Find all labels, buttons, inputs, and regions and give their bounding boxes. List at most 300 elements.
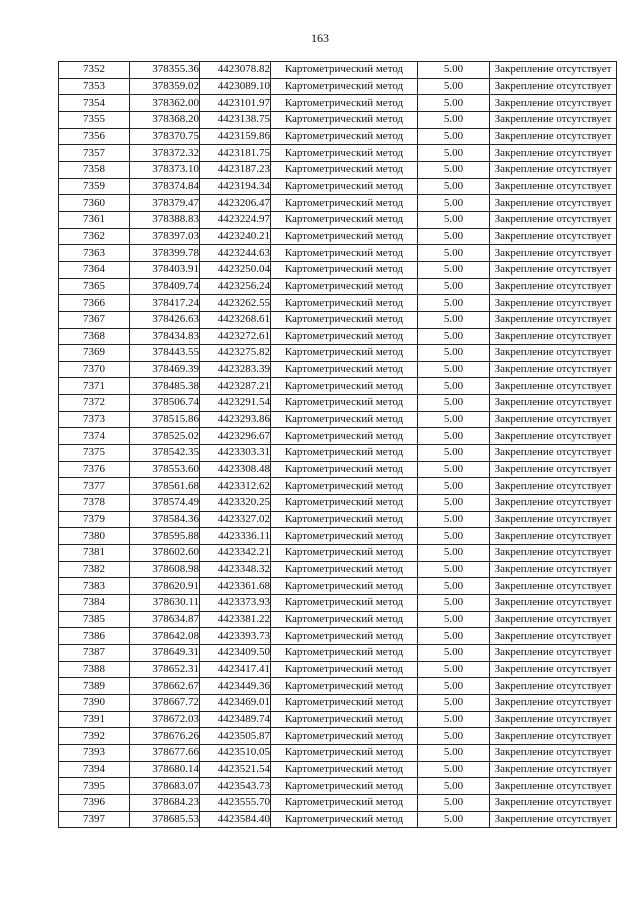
fixing-description-cell: Закрепление отсутствует [490,161,617,178]
x-coordinate-cell: 378434.83 [130,328,200,345]
x-coordinate-cell: 378372.32 [130,145,200,162]
table-row [59,778,617,795]
method-cell: Картометрический метод [271,644,418,661]
point-number-cell: 7365 [59,278,130,295]
method-cell: Картометрический метод [271,694,418,711]
x-coordinate-cell: 378553.60 [130,461,200,478]
point-number-cell: 7390 [59,694,130,711]
table-row [59,228,617,245]
method-cell: Картометрический метод [271,661,418,678]
x-coordinate-cell: 378370.75 [130,128,200,145]
method-cell: Картометрический метод [271,261,418,278]
point-number-cell: 7383 [59,578,130,595]
fixing-description-cell: Закрепление отсутствует [490,461,617,478]
table-row [59,211,617,228]
table-row [59,195,617,212]
method-cell: Картометрический метод [271,361,418,378]
method-cell: Картометрический метод [271,328,418,345]
point-number-cell: 7373 [59,411,130,428]
y-coordinate-cell: 4423291.54 [200,395,271,412]
point-number-cell: 7389 [59,678,130,695]
method-cell: Картометрический метод [271,395,418,412]
table-row [59,528,617,545]
y-coordinate-cell: 4423510.05 [200,744,271,761]
table-row [59,328,617,345]
x-coordinate-cell: 378684.23 [130,794,200,811]
table-row [59,811,617,828]
accuracy-cell: 5.00 [418,611,490,628]
x-coordinate-cell: 378359.02 [130,78,200,95]
table-row [59,278,617,295]
table-row [59,545,617,562]
y-coordinate-cell: 4423361.68 [200,578,271,595]
x-coordinate-cell: 378608.98 [130,561,200,578]
y-coordinate-cell: 4423373.93 [200,595,271,612]
accuracy-cell: 5.00 [418,111,490,128]
accuracy-cell: 5.00 [418,628,490,645]
fixing-description-cell: Закрепление отсутствует [490,361,617,378]
point-number-cell: 7385 [59,611,130,628]
table-row [59,644,617,661]
fixing-description-cell: Закрепление отсутствует [490,328,617,345]
fixing-description-cell: Закрепление отсутствует [490,178,617,195]
y-coordinate-cell: 4423268.61 [200,311,271,328]
x-coordinate-cell: 378379.47 [130,195,200,212]
y-coordinate-cell: 4423138.75 [200,111,271,128]
fixing-description-cell: Закрепление отсутствует [490,378,617,395]
point-number-cell: 7397 [59,811,130,828]
accuracy-cell: 5.00 [418,678,490,695]
point-number-cell: 7387 [59,644,130,661]
method-cell: Картометрический метод [271,378,418,395]
y-coordinate-cell: 4423256.24 [200,278,271,295]
fixing-description-cell: Закрепление отсутствует [490,62,617,79]
fixing-description-cell: Закрепление отсутствует [490,678,617,695]
x-coordinate-cell: 378602.60 [130,545,200,562]
accuracy-cell: 5.00 [418,545,490,562]
method-cell: Картометрический метод [271,428,418,445]
method-cell: Картометрический метод [271,495,418,512]
x-coordinate-cell: 378652.31 [130,661,200,678]
fixing-description-cell: Закрепление отсутствует [490,711,617,728]
point-number-cell: 7368 [59,328,130,345]
point-number-cell: 7359 [59,178,130,195]
fixing-description-cell: Закрепление отсутствует [490,511,617,528]
table-row [59,311,617,328]
x-coordinate-cell: 378443.55 [130,345,200,362]
y-coordinate-cell: 4423320.25 [200,495,271,512]
fixing-description-cell: Закрепление отсутствует [490,545,617,562]
x-coordinate-cell: 378584.36 [130,511,200,528]
point-number-cell: 7352 [59,62,130,79]
method-cell: Картометрический метод [271,511,418,528]
method-cell: Картометрический метод [271,161,418,178]
accuracy-cell: 5.00 [418,161,490,178]
x-coordinate-cell: 378542.35 [130,445,200,462]
table-row [59,694,617,711]
point-number-cell: 7353 [59,78,130,95]
y-coordinate-cell: 4423181.75 [200,145,271,162]
fixing-description-cell: Закрепление отсутствует [490,628,617,645]
y-coordinate-cell: 4423543.73 [200,778,271,795]
method-cell: Картометрический метод [271,561,418,578]
y-coordinate-cell: 4423275.82 [200,345,271,362]
table-row [59,78,617,95]
table-row [59,261,617,278]
method-cell: Картометрический метод [271,678,418,695]
point-number-cell: 7379 [59,511,130,528]
table-row [59,678,617,695]
fixing-description-cell: Закрепление отсутствует [490,595,617,612]
y-coordinate-cell: 4423449.36 [200,678,271,695]
table-row [59,428,617,445]
accuracy-cell: 5.00 [418,644,490,661]
fixing-description-cell: Закрепление отсутствует [490,211,617,228]
method-cell: Картометрический метод [271,128,418,145]
y-coordinate-cell: 4423250.04 [200,261,271,278]
point-number-cell: 7378 [59,495,130,512]
method-cell: Картометрический метод [271,794,418,811]
point-number-cell: 7357 [59,145,130,162]
y-coordinate-cell: 4423283.39 [200,361,271,378]
point-number-cell: 7388 [59,661,130,678]
x-coordinate-cell: 378667.72 [130,694,200,711]
x-coordinate-cell: 378388.83 [130,211,200,228]
accuracy-cell: 5.00 [418,811,490,828]
method-cell: Картометрический метод [271,528,418,545]
fixing-description-cell: Закрепление отсутствует [490,311,617,328]
x-coordinate-cell: 378634.87 [130,611,200,628]
point-number-cell: 7374 [59,428,130,445]
x-coordinate-cell: 378677.66 [130,744,200,761]
method-cell: Картометрический метод [271,445,418,462]
method-cell: Картометрический метод [271,744,418,761]
accuracy-cell: 5.00 [418,595,490,612]
fixing-description-cell: Закрепление отсутствует [490,245,617,262]
accuracy-cell: 5.00 [418,794,490,811]
point-number-cell: 7354 [59,95,130,112]
table-row [59,561,617,578]
table-row [59,395,617,412]
point-number-cell: 7396 [59,794,130,811]
table-row [59,145,617,162]
accuracy-cell: 5.00 [418,428,490,445]
method-cell: Картометрический метод [271,578,418,595]
y-coordinate-cell: 4423224.97 [200,211,271,228]
point-number-cell: 7371 [59,378,130,395]
table-row [59,128,617,145]
x-coordinate-cell: 378595.88 [130,528,200,545]
point-number-cell: 7391 [59,711,130,728]
table-row [59,611,617,628]
y-coordinate-cell: 4423159.86 [200,128,271,145]
point-number-cell: 7366 [59,295,130,312]
accuracy-cell: 5.00 [418,328,490,345]
table-row [59,111,617,128]
method-cell: Картометрический метод [271,295,418,312]
y-coordinate-cell: 4423194.34 [200,178,271,195]
fixing-description-cell: Закрепление отсутствует [490,395,617,412]
method-cell: Картометрический метод [271,95,418,112]
point-number-cell: 7393 [59,744,130,761]
fixing-description-cell: Закрепление отсутствует [490,95,617,112]
method-cell: Картометрический метод [271,811,418,828]
y-coordinate-cell: 4423342.21 [200,545,271,562]
point-number-cell: 7362 [59,228,130,245]
x-coordinate-cell: 378574.49 [130,495,200,512]
table-row [59,628,617,645]
table-row [59,495,617,512]
fixing-description-cell: Закрепление отсутствует [490,561,617,578]
accuracy-cell: 5.00 [418,361,490,378]
point-number-cell: 7367 [59,311,130,328]
accuracy-cell: 5.00 [418,211,490,228]
accuracy-cell: 5.00 [418,245,490,262]
x-coordinate-cell: 378672.03 [130,711,200,728]
table-body [59,62,617,828]
point-number-cell: 7377 [59,478,130,495]
x-coordinate-cell: 378506.74 [130,395,200,412]
point-number-cell: 7394 [59,761,130,778]
table-row [59,511,617,528]
fixing-description-cell: Закрепление отсутствует [490,445,617,462]
fixing-description-cell: Закрепление отсутствует [490,195,617,212]
x-coordinate-cell: 378630.11 [130,595,200,612]
table-row [59,578,617,595]
accuracy-cell: 5.00 [418,128,490,145]
fixing-description-cell: Закрепление отсутствует [490,111,617,128]
accuracy-cell: 5.00 [418,261,490,278]
point-number-cell: 7360 [59,195,130,212]
accuracy-cell: 5.00 [418,528,490,545]
fixing-description-cell: Закрепление отсутствует [490,78,617,95]
x-coordinate-cell: 378649.31 [130,644,200,661]
fixing-description-cell: Закрепление отсутствует [490,794,617,811]
accuracy-cell: 5.00 [418,445,490,462]
fixing-description-cell: Закрепление отсутствует [490,495,617,512]
accuracy-cell: 5.00 [418,761,490,778]
x-coordinate-cell: 378469.39 [130,361,200,378]
y-coordinate-cell: 4423381.22 [200,611,271,628]
fixing-description-cell: Закрепление отсутствует [490,428,617,445]
method-cell: Картометрический метод [271,195,418,212]
y-coordinate-cell: 4423308.48 [200,461,271,478]
x-coordinate-cell: 378676.26 [130,728,200,745]
y-coordinate-cell: 4423240.21 [200,228,271,245]
fixing-description-cell: Закрепление отсутствует [490,761,617,778]
method-cell: Картометрический метод [271,461,418,478]
accuracy-cell: 5.00 [418,62,490,79]
table-row [59,411,617,428]
y-coordinate-cell: 4423336.11 [200,528,271,545]
point-number-cell: 7381 [59,545,130,562]
fixing-description-cell: Закрепление отсутствует [490,644,617,661]
x-coordinate-cell: 378642.08 [130,628,200,645]
x-coordinate-cell: 378409.74 [130,278,200,295]
point-number-cell: 7369 [59,345,130,362]
point-number-cell: 7382 [59,561,130,578]
method-cell: Картометрический метод [271,478,418,495]
accuracy-cell: 5.00 [418,395,490,412]
fixing-description-cell: Закрепление отсутствует [490,778,617,795]
x-coordinate-cell: 378403.91 [130,261,200,278]
table-row [59,95,617,112]
fixing-description-cell: Закрепление отсутствует [490,611,617,628]
method-cell: Картометрический метод [271,628,418,645]
accuracy-cell: 5.00 [418,178,490,195]
method-cell: Картометрический метод [271,278,418,295]
fixing-description-cell: Закрепление отсутствует [490,345,617,362]
method-cell: Картометрический метод [271,111,418,128]
y-coordinate-cell: 4423296.67 [200,428,271,445]
accuracy-cell: 5.00 [418,578,490,595]
method-cell: Картометрический метод [271,711,418,728]
method-cell: Картометрический метод [271,78,418,95]
x-coordinate-cell: 378485.38 [130,378,200,395]
y-coordinate-cell: 4423206.47 [200,195,271,212]
method-cell: Картометрический метод [271,545,418,562]
fixing-description-cell: Закрепление отсутствует [490,145,617,162]
point-number-cell: 7386 [59,628,130,645]
y-coordinate-cell: 4423293.86 [200,411,271,428]
x-coordinate-cell: 378399.78 [130,245,200,262]
point-number-cell: 7358 [59,161,130,178]
y-coordinate-cell: 4423417.41 [200,661,271,678]
fixing-description-cell: Закрепление отсутствует [490,478,617,495]
point-number-cell: 7395 [59,778,130,795]
fixing-description-cell: Закрепление отсутствует [490,661,617,678]
y-coordinate-cell: 4423393.73 [200,628,271,645]
x-coordinate-cell: 378525.02 [130,428,200,445]
accuracy-cell: 5.00 [418,561,490,578]
method-cell: Картометрический метод [271,178,418,195]
point-number-cell: 7380 [59,528,130,545]
y-coordinate-cell: 4423089.10 [200,78,271,95]
accuracy-cell: 5.00 [418,478,490,495]
table-row [59,245,617,262]
x-coordinate-cell: 378515.86 [130,411,200,428]
point-number-cell: 7356 [59,128,130,145]
x-coordinate-cell: 378680.14 [130,761,200,778]
x-coordinate-cell: 378417.24 [130,295,200,312]
accuracy-cell: 5.00 [418,744,490,761]
method-cell: Картометрический метод [271,62,418,79]
x-coordinate-cell: 378620.91 [130,578,200,595]
method-cell: Картометрический метод [271,761,418,778]
table-row [59,661,617,678]
accuracy-cell: 5.00 [418,711,490,728]
fixing-description-cell: Закрепление отсутствует [490,261,617,278]
point-number-cell: 7376 [59,461,130,478]
table-row [59,62,617,79]
y-coordinate-cell: 4423272.61 [200,328,271,345]
accuracy-cell: 5.00 [418,495,490,512]
fixing-description-cell: Закрепление отсутствует [490,128,617,145]
x-coordinate-cell: 378362.00 [130,95,200,112]
table-row [59,161,617,178]
table-row [59,794,617,811]
accuracy-cell: 5.00 [418,728,490,745]
x-coordinate-cell: 378397.03 [130,228,200,245]
table-row [59,478,617,495]
accuracy-cell: 5.00 [418,345,490,362]
accuracy-cell: 5.00 [418,278,490,295]
y-coordinate-cell: 4423505.87 [200,728,271,745]
page-number: 163 [311,31,329,45]
accuracy-cell: 5.00 [418,311,490,328]
point-number-cell: 7361 [59,211,130,228]
method-cell: Картометрический метод [271,595,418,612]
table-row [59,378,617,395]
accuracy-cell: 5.00 [418,145,490,162]
fixing-description-cell: Закрепление отсутствует [490,278,617,295]
point-number-cell: 7355 [59,111,130,128]
accuracy-cell: 5.00 [418,228,490,245]
method-cell: Картометрический метод [271,345,418,362]
x-coordinate-cell: 378368.20 [130,111,200,128]
fixing-description-cell: Закрепление отсутствует [490,728,617,745]
fixing-description-cell: Закрепление отсутствует [490,411,617,428]
table-row [59,595,617,612]
method-cell: Картометрический метод [271,728,418,745]
point-number-cell: 7384 [59,595,130,612]
method-cell: Картометрический метод [271,228,418,245]
y-coordinate-cell: 4423521.54 [200,761,271,778]
fixing-description-cell: Закрепление отсутствует [490,811,617,828]
method-cell: Картометрический метод [271,311,418,328]
point-number-cell: 7370 [59,361,130,378]
y-coordinate-cell: 4423348.32 [200,561,271,578]
table-row [59,445,617,462]
y-coordinate-cell: 4423409.50 [200,644,271,661]
y-coordinate-cell: 4423327.02 [200,511,271,528]
method-cell: Картометрический метод [271,211,418,228]
accuracy-cell: 5.00 [418,78,490,95]
table-row [59,761,617,778]
accuracy-cell: 5.00 [418,295,490,312]
fixing-description-cell: Закрепление отсутствует [490,744,617,761]
table-row [59,711,617,728]
accuracy-cell: 5.00 [418,461,490,478]
y-coordinate-cell: 4423101.97 [200,95,271,112]
fixing-description-cell: Закрепление отсутствует [490,694,617,711]
method-cell: Картометрический метод [271,411,418,428]
accuracy-cell: 5.00 [418,95,490,112]
y-coordinate-cell: 4423489.74 [200,711,271,728]
x-coordinate-cell: 378426.63 [130,311,200,328]
y-coordinate-cell: 4423244.63 [200,245,271,262]
accuracy-cell: 5.00 [418,661,490,678]
point-number-cell: 7364 [59,261,130,278]
fixing-description-cell: Закрепление отсутствует [490,228,617,245]
point-number-cell: 7372 [59,395,130,412]
x-coordinate-cell: 378662.67 [130,678,200,695]
y-coordinate-cell: 4423312.62 [200,478,271,495]
accuracy-cell: 5.00 [418,694,490,711]
y-coordinate-cell: 4423303.31 [200,445,271,462]
x-coordinate-cell: 378683.07 [130,778,200,795]
coordinates-table [58,61,617,828]
y-coordinate-cell: 4423555.70 [200,794,271,811]
table-row [59,345,617,362]
point-number-cell: 7375 [59,445,130,462]
point-number-cell: 7392 [59,728,130,745]
y-coordinate-cell: 4423287.21 [200,378,271,395]
y-coordinate-cell: 4423187.23 [200,161,271,178]
y-coordinate-cell: 4423584.40 [200,811,271,828]
accuracy-cell: 5.00 [418,511,490,528]
y-coordinate-cell: 4423262.55 [200,295,271,312]
